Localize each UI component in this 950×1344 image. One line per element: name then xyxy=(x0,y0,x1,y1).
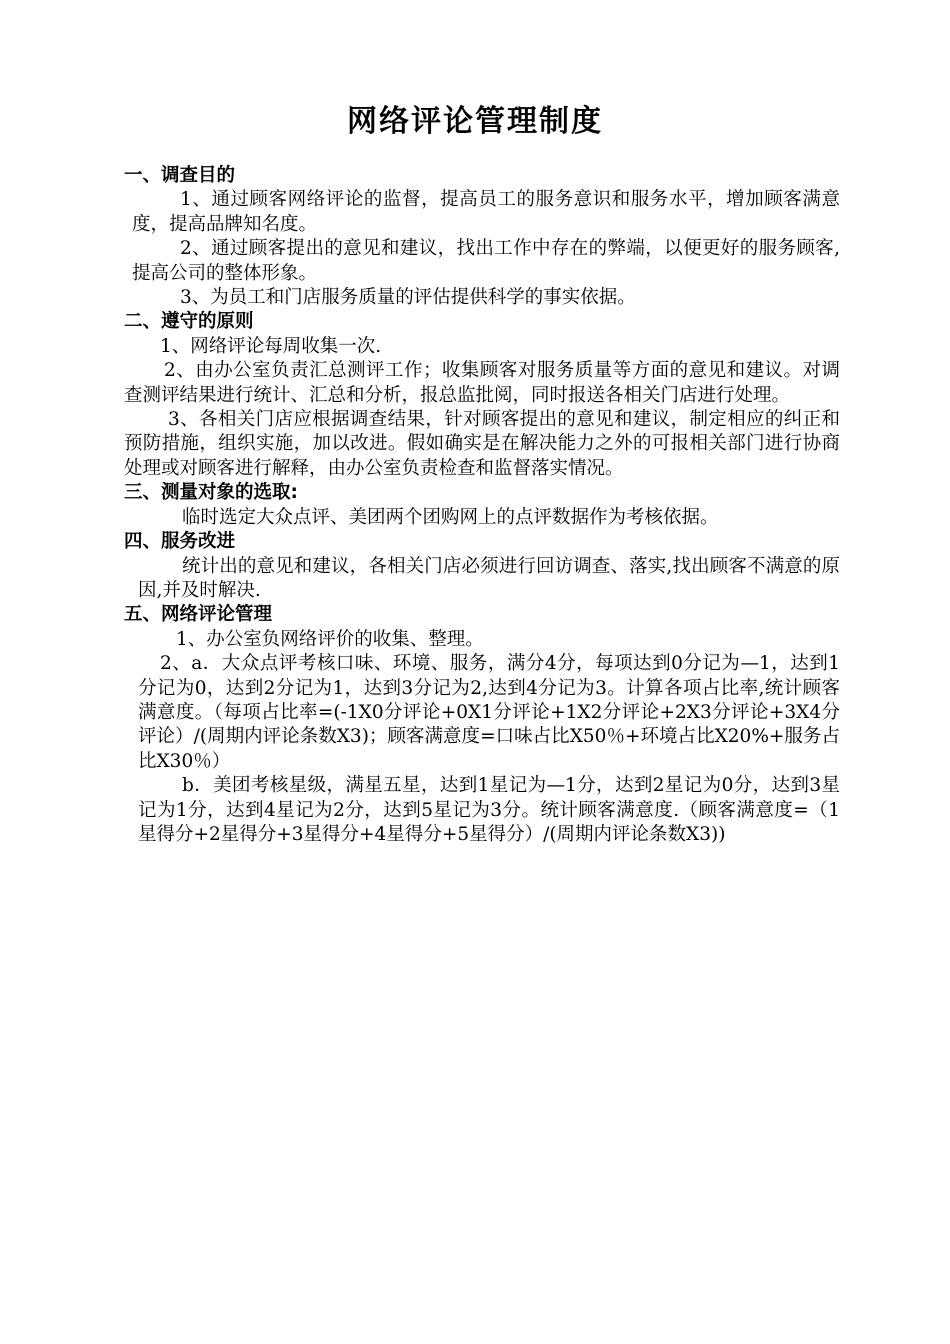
paragraph-4-1: 统计出的意见和建议，各相关门店必须进行回访调查、落实,找出顾客不满意的原因,并及时解决. xyxy=(138,555,840,601)
section-heading-2: 二、遵守的原则 xyxy=(124,311,254,333)
section-heading-1: 一、调查目的 xyxy=(124,165,236,186)
paragraph-2-3: 3、各相关门店应根据调查结果，针对顾客提出的意见和建议，制定相应的纠正和预防措施，组织实施，加以改进。假如确实是在解决能力之外的可报相关部门进行协商处理或对顾客进行解释，由办公室负责检查和监督落实情况。 xyxy=(124,409,840,479)
paragraph-1-3: 3、为员工和门店服务质量的评估提供科学的事实依据。 xyxy=(180,287,636,309)
section-heading-5: 五、网络评论管理 xyxy=(124,604,273,626)
section-heading-3: 三、测量对象的选取: xyxy=(124,482,298,504)
paragraph-5-2: 2、a．大众点评考核口味、环境、服务，满分4分，每项达到0分记为—1，达到1分记为0，达到2分记为1，达到3分记为2,达到4分记为3。计算各项占比率,统计顾客满意度。（每项占比率=(-1X0分评论+0X1分评论+1X2分评论+2X3分评论+3X4分评论）/(周期内评论条数X3)；顾客满意度=口味占比X50％+环境占比X20%+服务占比X30％） xyxy=(138,653,840,772)
paragraph-2-1: 1、网络评论每周收集一次. xyxy=(160,335,382,357)
document-body xyxy=(124,164,840,847)
paragraph-1-1: 1、通过顾客网络评论的监督，提高员工的服务意识和服务水平，增加顾客满意度，提高品牌知名度。 xyxy=(132,189,840,235)
section-heading-4: 四、服务改进 xyxy=(124,531,236,553)
paragraph-5-1: 1、办公室负网络评价的收集、整理。 xyxy=(176,628,484,650)
document-title: 网络评论管理制度 xyxy=(347,104,603,139)
paragraph-3-1: 临时选定大众点评、美团两个团购网上的点评数据作为考核依据。 xyxy=(182,506,719,528)
paragraph-1-2: 2、通过顾客提出的意见和建议，找出工作中存在的弊端，以便更好的服务顾客,提高公司的整体形象。 xyxy=(132,238,840,284)
paragraph-2-2: 2、由办公室负责汇总测评工作；收集顾客对服务质量等方面的意见和建议。对调查测评结果进行统计、汇总和分析，报总监批阅，同时报送各相关门店进行处理。 xyxy=(124,360,840,406)
paragraph-5-3: b．美团考核星级，满星五星，达到1星记为—1分，达到2星记为0分，达到3星记为1分，达到4星记为2分，达到5星记为3分。统计顾客满意度.（顾客满意度=（1星得分+2星得分+3星得分+4星得分+5星得分）/(周期内评论条数X3)) xyxy=(138,775,840,845)
